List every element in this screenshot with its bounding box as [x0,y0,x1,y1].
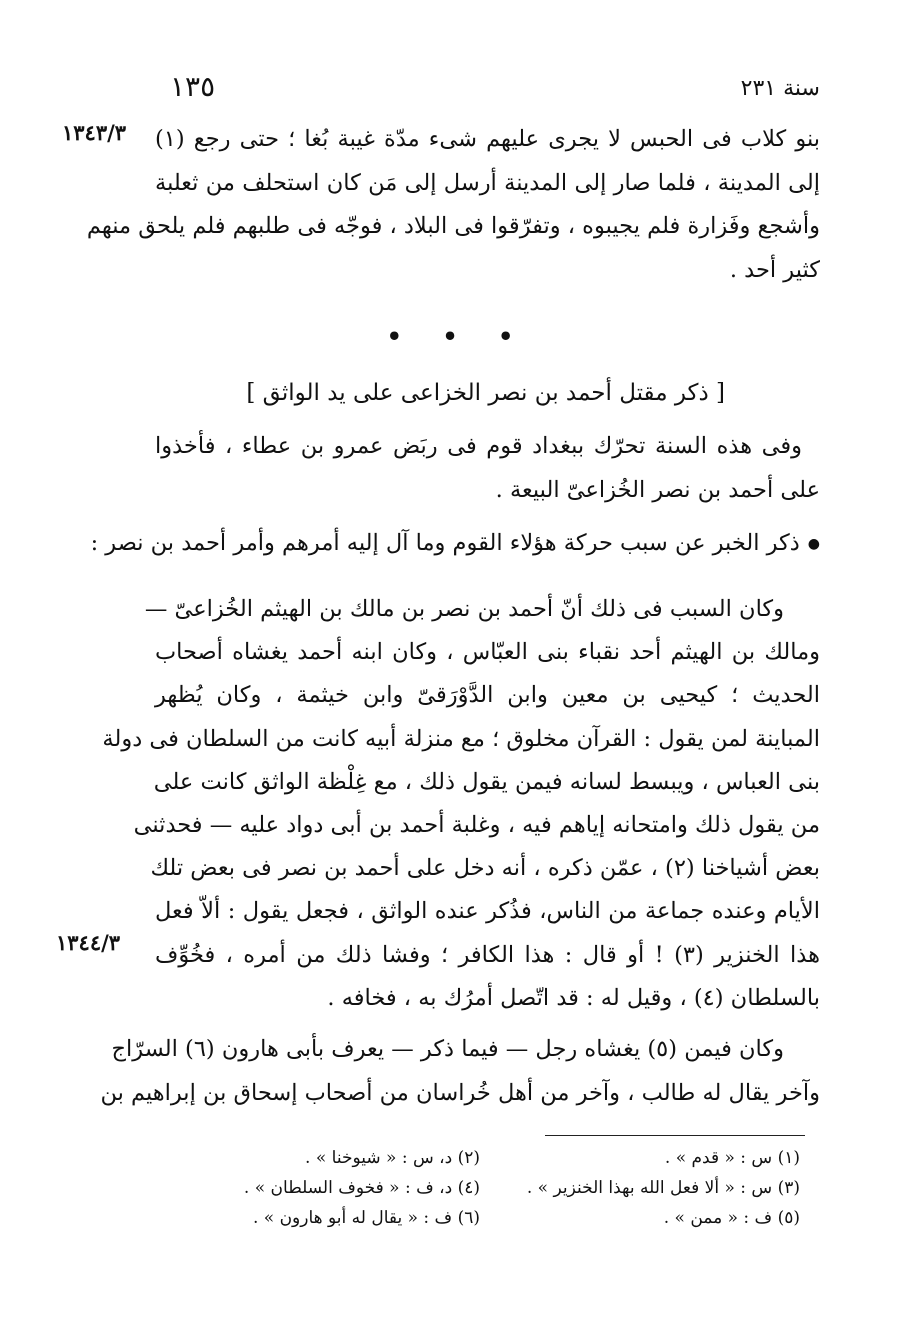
section-separator: • • • [386,322,530,351]
section-title: [ ذكر مقتل أحمد بن نصر الخزاعى على يد الواثق ] [246,380,725,406]
year-label: سنة ٢٣١ [740,76,820,101]
paragraph-2 [155,425,820,512]
page-number: ١٣٥ [170,70,216,103]
footnote: (٥) ف : « ممن » . [663,1208,800,1228]
text-line: بنى العباس ، ويبسط لسانه فيمن يقول ذلك ، مع غِلْظة الواثق كانت على [153,768,820,795]
footnote: (١) س : « قدم » . [664,1148,800,1168]
footnote: (٤) د، ف : « فخوف السلطان » . [243,1178,480,1198]
footnote: (٣) س : « ألا فعل الله بهذا الخنزير » . [526,1178,800,1198]
text-line: المباينة لمن يقول : القرآن مخلوق ؛ مع منزلة أبيه كانت من السلطان فى دولة [102,725,820,752]
footnote-row [160,1178,800,1208]
footnote-divider [545,1135,805,1136]
text-line: بالسلطان (٤) ، وقيل له : قد اتّصل أمرُك به ، فخافه . [327,984,820,1011]
running-head [160,70,820,104]
bullet-icon: ● [807,536,820,552]
text-line: من يقول ذلك وامتحانه إياهم فيه ، وغلبة أحمد بن أبى دواد عليه — فحدثنى [133,812,820,839]
margin-reference-note: ١٣٤٣/٣ [62,120,127,145]
text-line: بعض أشياخنا (٢) ، عمّن ذكره ، أنه دخل على أحمد بن نصر فى بعض تلك [150,855,820,882]
paragraph-4 [100,1028,820,1115]
text-line: هذا الخنزير (٣) ! أو قال : هذا الكافر ؛ وفشا ذلك من أمره ، فخُوِّف [155,941,820,968]
text-line: وآخر يقال له طالب ، وآخر من أهل خُراسان من أصحاب إسحاق بن إبراهيم بن [100,1079,820,1106]
text-line: بنو كلاب فى الحبس لا يجرى عليهم شىء مدّة غيبة بُغا ؛ حتى رجع (١) [155,126,820,152]
text-line: على أحمد بن نصر الخُزاعىّ البيعة . [495,476,820,503]
footnote: (٦) ف : « يقال له أبو هارون » . [252,1208,480,1228]
footnote-row [160,1208,800,1238]
text-line: ومالك بن الهيثم أحد نقباء بنى العبّاس ، وكان ابنه أحمد يغشاه أصحاب [155,639,820,666]
footnotes [160,1148,800,1238]
subheading-text: ذكر الخبر عن سبب حركة هؤلاء القوم وما آل إليه أمرهم وأمر أحمد بن نصر : [90,530,800,556]
footnote-row [160,1148,800,1178]
text-line: الأيام وعنده جماعة من الناس، فذُكر عنده الواثق ، فجعل يقول : ألاّ فعل [155,898,820,925]
text-line: الحديث ؛ كيحيى بن معين وابن الدَّوْرَقىّ وابن خيثمة ، وكان يُظهر [155,682,820,709]
text-line: كثير أحد . [729,256,820,283]
text-line: وكان فيمن (٥) يغشاه رجل — فيما ذكر — يعرف بأبى هارون (٦) السرّاج [111,1036,784,1062]
text-line: وفى هذه السنة تحرّك ببغداد قوم فى ربَض عمرو بن عطاء ، فأخذوا [155,433,802,459]
subheading [90,530,820,556]
footnote: (٢) د، س : « شيوخنا » . [305,1148,480,1168]
text-line: وكان السبب فى ذلك أنّ أحمد بن نصر بن مالك بن الهيثم الخُزاعىّ — [144,596,784,622]
text-line: إلى المدينة ، فلما صار إلى المدينة أرسل إلى مَن كان استحلف من ثعلبة [155,169,820,196]
margin-reference-note: ١٣٤٤/٣ [56,930,121,955]
paragraph-3 [102,588,820,1020]
text-line: وأشجع وفَزارة فلم يجيبوه ، وتفرّقوا فى البلاد ، فوجّه فى طلبهم فلم يلحق منهم [86,213,820,239]
